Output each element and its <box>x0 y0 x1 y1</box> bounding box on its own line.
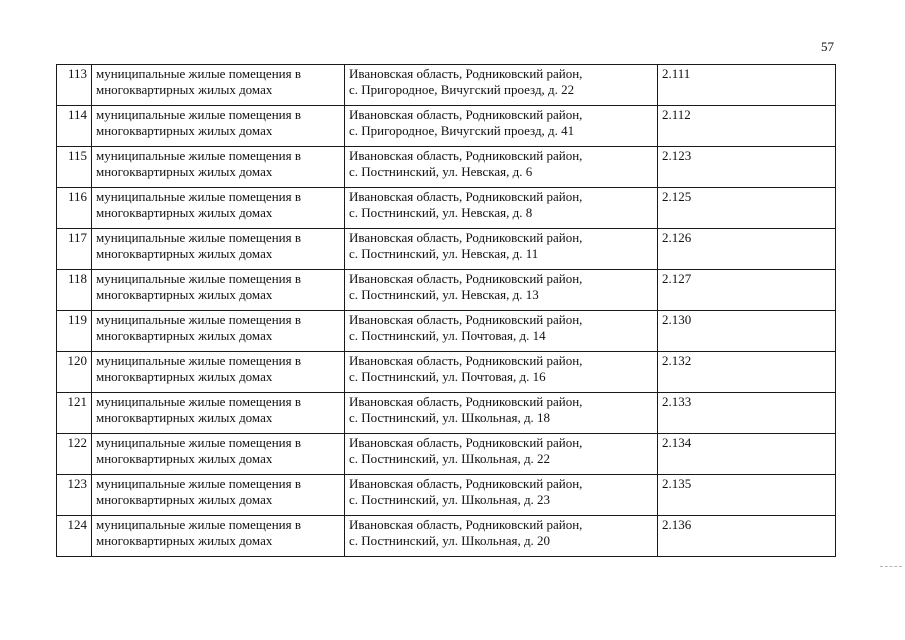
property-type-line: муниципальные жилые помещения в <box>96 107 301 122</box>
address-line: Ивановская область, Родниковский район, <box>349 394 583 409</box>
row-number: 119 <box>57 311 92 352</box>
property-type-line: муниципальные жилые помещения в <box>96 394 301 409</box>
property-type-line: многоквартирных жилых домах <box>96 410 273 425</box>
address-line: Ивановская область, Родниковский район, <box>349 107 583 122</box>
property-type-line: многоквартирных жилых домах <box>96 82 273 97</box>
table-row <box>57 393 836 434</box>
address-line: Ивановская область, Родниковский район, <box>349 148 583 163</box>
property-type-line: многоквартирных жилых домах <box>96 369 273 384</box>
address-line: Ивановская область, Родниковский район, <box>349 517 583 532</box>
property-type-cell <box>92 106 345 147</box>
property-type-line: многоквартирных жилых домах <box>96 246 273 261</box>
property-type-cell <box>92 270 345 311</box>
property-type-cell <box>92 475 345 516</box>
property-type-cell <box>92 188 345 229</box>
property-type-line: многоквартирных жилых домах <box>96 164 273 179</box>
address-line: Ивановская область, Родниковский район, <box>349 66 583 81</box>
address-cell <box>345 393 658 434</box>
property-type-line: многоквартирных жилых домах <box>96 205 273 220</box>
property-type-cell <box>92 65 345 106</box>
property-type-line: многоквартирных жилых домах <box>96 451 273 466</box>
page-number: 57 <box>821 39 834 54</box>
address-line: с. Постнинский, ул. Школьная, д. 23 <box>349 492 551 507</box>
address-cell <box>345 65 658 106</box>
property-type-line: муниципальные жилые помещения в <box>96 435 301 450</box>
registry-code: 2.136 <box>658 516 836 557</box>
property-type-cell <box>92 434 345 475</box>
registry-code: 2.123 <box>658 147 836 188</box>
registry-code: 2.111 <box>658 65 836 106</box>
property-type-cell <box>92 311 345 352</box>
property-type-line: муниципальные жилые помещения в <box>96 312 301 327</box>
row-number: 122 <box>57 434 92 475</box>
address-line: Ивановская область, Родниковский район, <box>349 312 583 327</box>
row-number: 124 <box>57 516 92 557</box>
address-line: с. Пригородное, Вичугский проезд, д. 41 <box>349 123 575 138</box>
property-type-cell <box>92 229 345 270</box>
address-line: Ивановская область, Родниковский район, <box>349 353 583 368</box>
table-body <box>57 65 836 557</box>
address-cell <box>345 270 658 311</box>
registry-code: 2.133 <box>658 393 836 434</box>
table-row <box>57 311 836 352</box>
row-number: 118 <box>57 270 92 311</box>
address-cell <box>345 516 658 557</box>
table-row <box>57 106 836 147</box>
property-type-line: муниципальные жилые помещения в <box>96 66 301 81</box>
address-line: с. Постнинский, ул. Невская, д. 6 <box>349 164 533 179</box>
table-row <box>57 147 836 188</box>
scan-artifact-mark <box>880 566 902 568</box>
table-row <box>57 229 836 270</box>
address-line: Ивановская область, Родниковский район, <box>349 271 583 286</box>
property-type-line: муниципальные жилые помещения в <box>96 230 301 245</box>
address-line: с. Постнинский, ул. Почтовая, д. 14 <box>349 328 546 343</box>
row-number: 121 <box>57 393 92 434</box>
property-type-cell <box>92 147 345 188</box>
property-registry-table <box>56 64 836 557</box>
table-row <box>57 65 836 106</box>
registry-code: 2.135 <box>658 475 836 516</box>
row-number: 116 <box>57 188 92 229</box>
table-row <box>57 516 836 557</box>
address-cell <box>345 475 658 516</box>
row-number: 113 <box>57 65 92 106</box>
property-type-line: муниципальные жилые помещения в <box>96 476 301 491</box>
address-line: Ивановская область, Родниковский район, <box>349 476 583 491</box>
registry-code: 2.132 <box>658 352 836 393</box>
property-type-line: многоквартирных жилых домах <box>96 328 273 343</box>
property-type-line: муниципальные жилые помещения в <box>96 353 301 368</box>
address-line: с. Постнинский, ул. Школьная, д. 18 <box>349 410 551 425</box>
registry-code: 2.126 <box>658 229 836 270</box>
property-type-line: многоквартирных жилых домах <box>96 123 273 138</box>
property-type-cell <box>92 516 345 557</box>
property-type-line: муниципальные жилые помещения в <box>96 517 301 532</box>
property-type-line: многоквартирных жилых домах <box>96 287 273 302</box>
address-line: с. Постнинский, ул. Почтовая, д. 16 <box>349 369 546 384</box>
table-row <box>57 352 836 393</box>
property-type-line: муниципальные жилые помещения в <box>96 148 301 163</box>
row-number: 114 <box>57 106 92 147</box>
address-line: с. Постнинский, ул. Невская, д. 11 <box>349 246 539 261</box>
table-row <box>57 270 836 311</box>
property-type-line: многоквартирных жилых домах <box>96 492 273 507</box>
table-row <box>57 188 836 229</box>
address-cell <box>345 106 658 147</box>
registry-code: 2.127 <box>658 270 836 311</box>
registry-code: 2.134 <box>658 434 836 475</box>
address-cell <box>345 311 658 352</box>
property-type-line: многоквартирных жилых домах <box>96 533 273 548</box>
row-number: 115 <box>57 147 92 188</box>
address-cell <box>345 352 658 393</box>
row-number: 123 <box>57 475 92 516</box>
registry-code: 2.130 <box>658 311 836 352</box>
address-line: с. Постнинский, ул. Школьная, д. 22 <box>349 451 551 466</box>
table-row <box>57 434 836 475</box>
property-type-line: муниципальные жилые помещения в <box>96 189 301 204</box>
address-line: Ивановская область, Родниковский район, <box>349 435 583 450</box>
property-type-line: муниципальные жилые помещения в <box>96 271 301 286</box>
address-cell <box>345 229 658 270</box>
address-cell <box>345 188 658 229</box>
registry-code: 2.112 <box>658 106 836 147</box>
property-type-cell <box>92 393 345 434</box>
address-line: с. Постнинский, ул. Невская, д. 13 <box>349 287 539 302</box>
row-number: 120 <box>57 352 92 393</box>
row-number: 117 <box>57 229 92 270</box>
address-cell <box>345 434 658 475</box>
registry-code: 2.125 <box>658 188 836 229</box>
address-line: Ивановская область, Родниковский район, <box>349 189 583 204</box>
address-line: Ивановская область, Родниковский район, <box>349 230 583 245</box>
address-line: с. Постнинский, ул. Невская, д. 8 <box>349 205 533 220</box>
address-cell <box>345 147 658 188</box>
address-line: с. Постнинский, ул. Школьная, д. 20 <box>349 533 551 548</box>
address-line: с. Пригородное, Вичугский проезд, д. 22 <box>349 82 575 97</box>
table-row <box>57 475 836 516</box>
property-type-cell <box>92 352 345 393</box>
